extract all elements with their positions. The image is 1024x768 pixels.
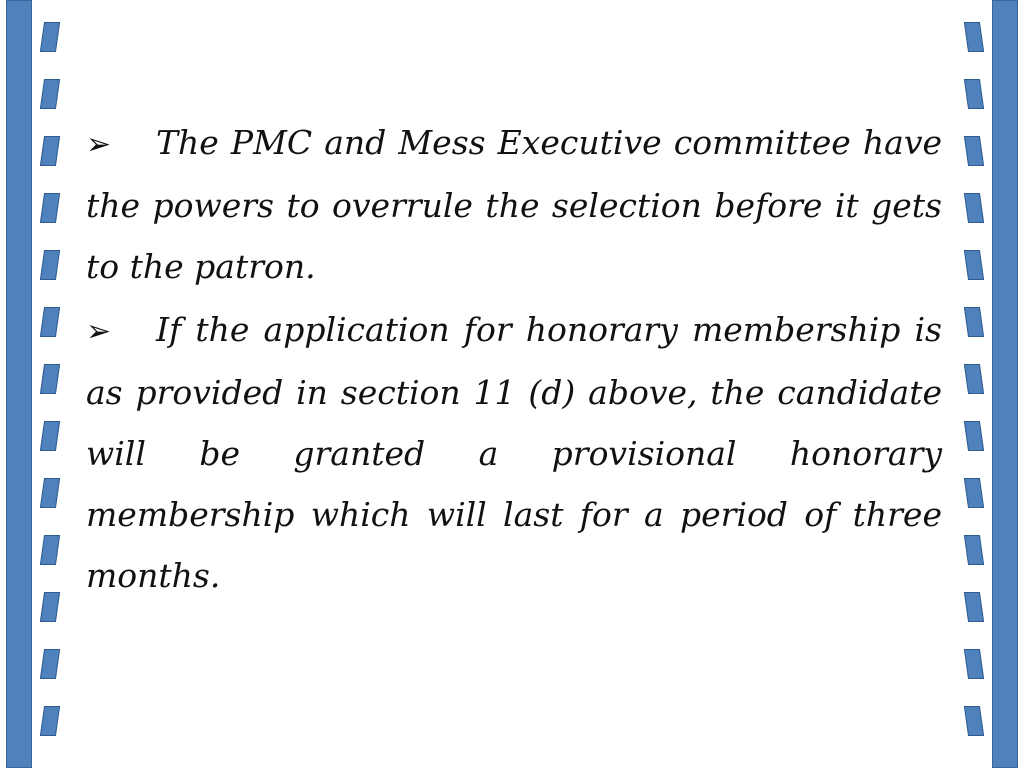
border-perforation — [40, 478, 60, 508]
arrow-bullet-icon: ➢ — [86, 127, 112, 162]
border-perforation — [40, 706, 60, 736]
border-perforation — [40, 421, 60, 451]
border-perforation — [964, 649, 984, 679]
border-perforation — [40, 193, 60, 223]
border-perforation — [40, 307, 60, 337]
border-perforation — [964, 136, 984, 166]
border-perforation — [964, 706, 984, 736]
border-perforation — [40, 592, 60, 622]
border-perforation — [40, 79, 60, 109]
border-perforation — [964, 592, 984, 622]
bullet-item-1 — [86, 112, 942, 297]
border-perforation — [964, 478, 984, 508]
border-perforation — [40, 22, 60, 52]
right-border-marks — [958, 0, 988, 768]
border-perforation — [964, 307, 984, 337]
border-perforation — [40, 535, 60, 565]
border-perforation — [40, 136, 60, 166]
border-perforation — [40, 364, 60, 394]
bullet-text: The PMC and Mess Executive committee have the powers to overrule the selection before it gets to the patron. — [86, 123, 942, 286]
border-perforation — [964, 421, 984, 451]
border-perforation — [964, 250, 984, 280]
border-perforation — [964, 364, 984, 394]
bullet-text: If the application for honorary membership is as provided in section 11 (d) above, the candidate will be granted a provisional honorary membership which will last for a period of three months. — [86, 310, 942, 595]
border-perforation — [40, 649, 60, 679]
border-perforation — [964, 535, 984, 565]
border-perforation — [964, 79, 984, 109]
left-border-marks — [36, 0, 66, 768]
right-border-strip — [992, 0, 1018, 768]
border-perforation — [964, 193, 984, 223]
arrow-bullet-icon: ➢ — [86, 314, 112, 349]
slide-body — [86, 112, 942, 608]
border-perforation — [40, 250, 60, 280]
bullet-item-2 — [86, 299, 942, 606]
left-border-strip — [6, 0, 32, 768]
border-perforation — [964, 22, 984, 52]
